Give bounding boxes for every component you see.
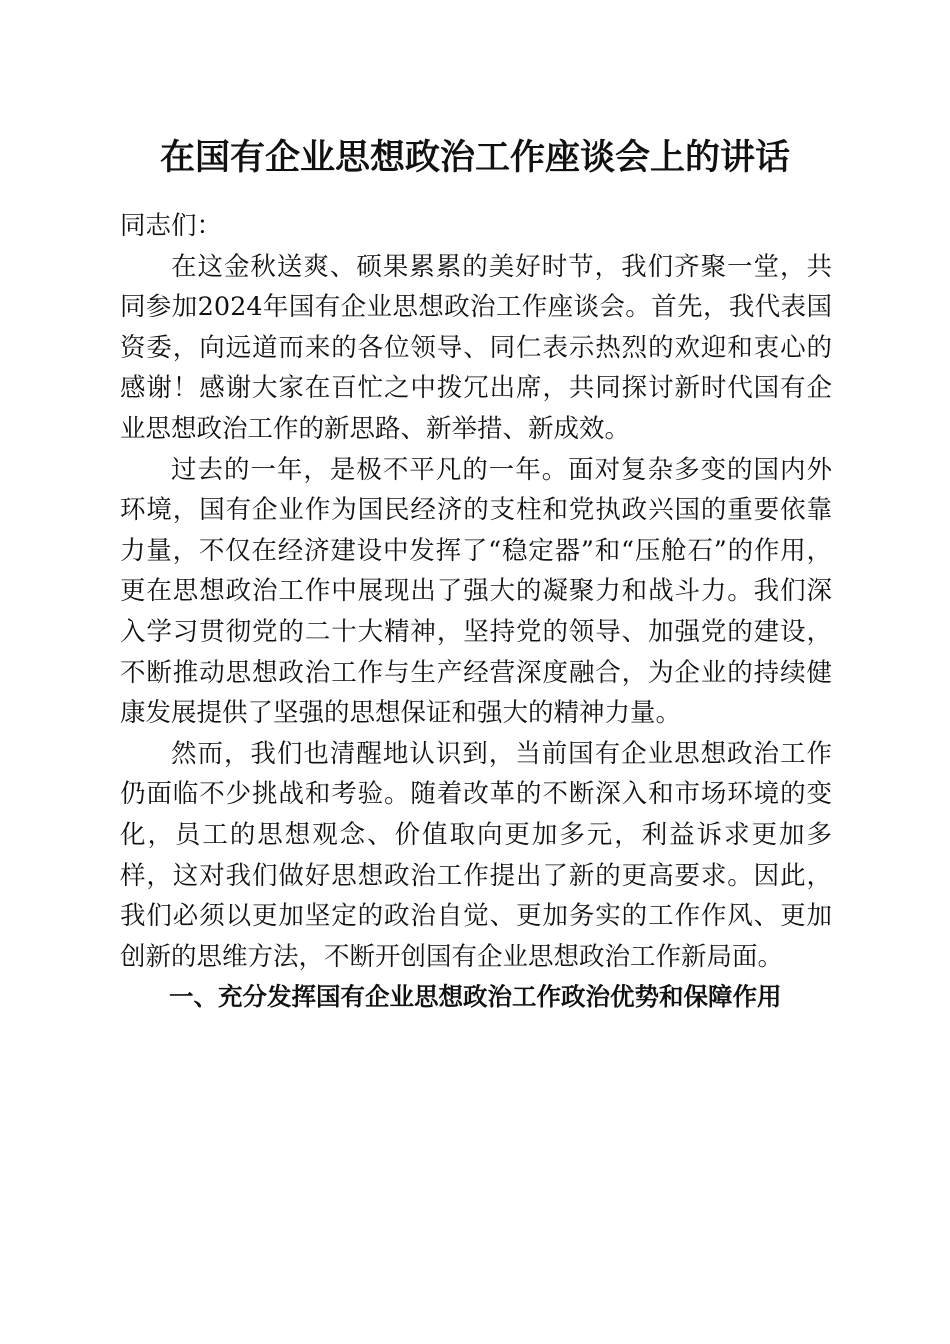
paragraph-opening: 在这金秋送爽、硕果累累的美好时节，我们齐聚一堂，共同参加2024年国有企业思想政治工作座谈会。首先，我代表国资委，向远道而来的各位领导、同仁表示热烈的欢迎和衷心的感谢！感谢大家在百忙之中拨冗出席，共同探讨新时代国有企业思想政治工作的新思路、新举措、新成效。 — [120, 251, 832, 444]
paragraph-past-year: 过去的一年，是极不平凡的一年。面对复杂多变的国内外环境，国有企业作为国民经济的支柱和党执政兴国的重要依靠力量，不仅在经济建设中发挥了“稳定器”和“压舱石”的作用，更在思想政治工作中展现出了强大的凝聚力和战斗力。我们深入学习贯彻党的二十大精神，坚持党的领导、加强党的建设，不断推动思想政治工作与生产经营深度融合，为企业的持续健康发展提供了坚强的思想保证和强大的精神力量。 — [120, 454, 832, 729]
salutation: 同志们： — [120, 211, 223, 241]
document-body — [120, 206, 832, 1018]
section-heading: 一、充分发挥国有企业思想政治工作政治优势和保障作用 — [169, 982, 782, 1012]
paragraph-challenges: 然而，我们也清醒地认识到，当前国有企业思想政治工作仍面临不少挑战和考验。随着改革的不断深入和市场环境的变化，员工的思想观念、价值取向更加多元，利益诉求更加多样，这对我们做好思想政治工作提出了新的更高要求。因此，我们必须以更加坚定的政治自觉、更加务实的工作作风、更加创新的思维方法，不断开创国有企业思想政治工作新局面。 — [120, 738, 832, 972]
document-title: 在国有企业思想政治工作座谈会上的讲话 — [159, 137, 790, 178]
